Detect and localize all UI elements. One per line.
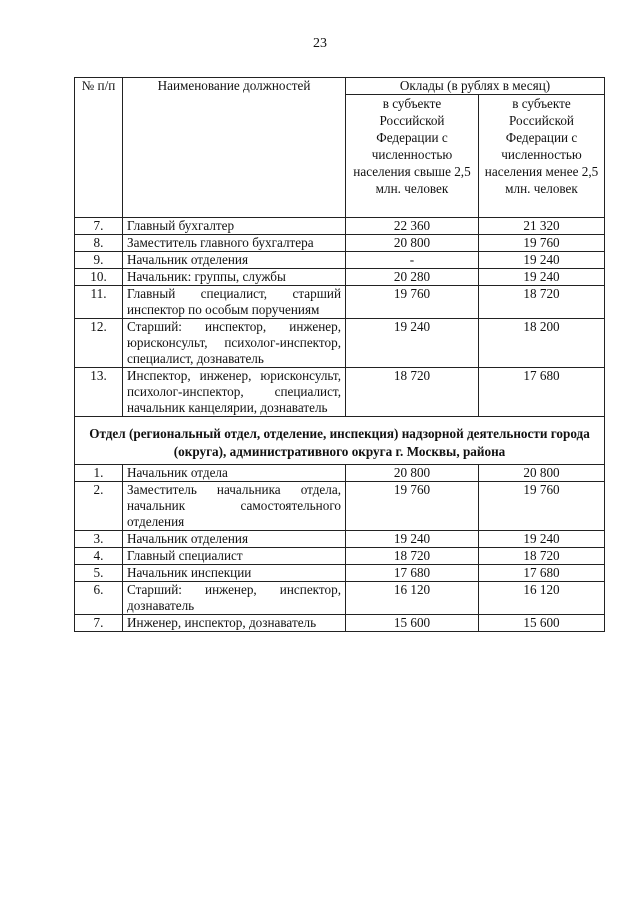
salary-below: 17 680 xyxy=(479,565,605,582)
table-row xyxy=(75,565,605,582)
position-name: Главный специалист, старший инспектор по особым поручениям xyxy=(123,286,346,319)
salary-table xyxy=(74,77,605,632)
row-number: 12. xyxy=(75,319,123,368)
row-number: 4. xyxy=(75,548,123,565)
row-number: 2. xyxy=(75,482,123,531)
salary-below: 18 720 xyxy=(479,548,605,565)
salary-below: 21 320 xyxy=(479,218,605,235)
position-name: Заместитель главного бухгалтера xyxy=(123,235,346,252)
salary-above: 20 800 xyxy=(346,235,479,252)
salary-below: 18 720 xyxy=(479,286,605,319)
table-row xyxy=(75,582,605,615)
row-number: 3. xyxy=(75,531,123,548)
table-row xyxy=(75,252,605,269)
position-name: Старший: инспектор, инженер, юрисконсульт, психолог-инспектор, специалист, дознаватель xyxy=(123,319,346,368)
page-number: 23 xyxy=(313,36,327,51)
salary-below: 19 760 xyxy=(479,235,605,252)
row-number: 8. xyxy=(75,235,123,252)
salary-above: 19 240 xyxy=(346,319,479,368)
row-number: 10. xyxy=(75,269,123,286)
position-name: Начальник: группы, службы xyxy=(123,269,346,286)
salary-above: 17 680 xyxy=(346,565,479,582)
row-number: 11. xyxy=(75,286,123,319)
salary-below: 17 680 xyxy=(479,368,605,417)
salary-below: 19 760 xyxy=(479,482,605,531)
header-number: № п/п xyxy=(75,78,123,218)
header-salary: Оклады (в рублях в месяц) xyxy=(346,78,605,95)
header-salary-above: в субъекте Российской Федерации с численностью населения свыше 2,5 млн. человек xyxy=(346,95,479,218)
table-row xyxy=(75,286,605,319)
row-number: 6. xyxy=(75,582,123,615)
salary-below: 19 240 xyxy=(479,269,605,286)
salary-below: 19 240 xyxy=(479,252,605,269)
row-number: 7. xyxy=(75,615,123,632)
header-position-name: Наименование должностей xyxy=(123,78,346,218)
salary-above: 18 720 xyxy=(346,368,479,417)
section-title: Отдел (региональный отдел, отделение, инспекция) надзорной деятельности города (округа), административного округа г. Москвы, района xyxy=(75,417,605,465)
table-row xyxy=(75,482,605,531)
salary-above: 20 800 xyxy=(346,465,479,482)
table-row xyxy=(75,531,605,548)
salary-above: 18 720 xyxy=(346,548,479,565)
salary-above: 15 600 xyxy=(346,615,479,632)
row-number: 9. xyxy=(75,252,123,269)
position-name: Заместитель начальника отдела, начальник самостоятельного отделения xyxy=(123,482,346,531)
salary-below: 18 200 xyxy=(479,319,605,368)
table-row xyxy=(75,235,605,252)
position-name: Начальник отделения xyxy=(123,252,346,269)
table-body-a xyxy=(75,218,605,417)
table-body-b xyxy=(75,465,605,632)
salary-above: 19 760 xyxy=(346,286,479,319)
section-row xyxy=(75,417,605,465)
header-salary-below: в субъекте Российской Федерации с численностью населения менее 2,5 млн. человек xyxy=(479,95,605,218)
salary-below: 15 600 xyxy=(479,615,605,632)
salary-above: 19 240 xyxy=(346,531,479,548)
salary-above: 22 360 xyxy=(346,218,479,235)
salary-below: 19 240 xyxy=(479,531,605,548)
table-row xyxy=(75,615,605,632)
salary-above: - xyxy=(346,252,479,269)
salary-above: 20 280 xyxy=(346,269,479,286)
table-row xyxy=(75,368,605,417)
row-number: 1. xyxy=(75,465,123,482)
salary-above: 19 760 xyxy=(346,482,479,531)
table-row xyxy=(75,218,605,235)
table-row xyxy=(75,465,605,482)
row-number: 13. xyxy=(75,368,123,417)
position-name: Старший: инженер, инспектор, дознаватель xyxy=(123,582,346,615)
table-row xyxy=(75,319,605,368)
position-name: Начальник инспекции xyxy=(123,565,346,582)
position-name: Начальник отдела xyxy=(123,465,346,482)
table-row xyxy=(75,548,605,565)
row-number: 5. xyxy=(75,565,123,582)
position-name: Начальник отделения xyxy=(123,531,346,548)
salary-below: 20 800 xyxy=(479,465,605,482)
position-name: Главный бухгалтер xyxy=(123,218,346,235)
table-row xyxy=(75,269,605,286)
row-number: 7. xyxy=(75,218,123,235)
position-name: Инспектор, инженер, юрисконсульт, психолог-инспектор, специалист, начальник канцелярии, дознаватель xyxy=(123,368,346,417)
position-name: Главный специалист xyxy=(123,548,346,565)
salary-above: 16 120 xyxy=(346,582,479,615)
salary-below: 16 120 xyxy=(479,582,605,615)
position-name: Инженер, инспектор, дознаватель xyxy=(123,615,346,632)
